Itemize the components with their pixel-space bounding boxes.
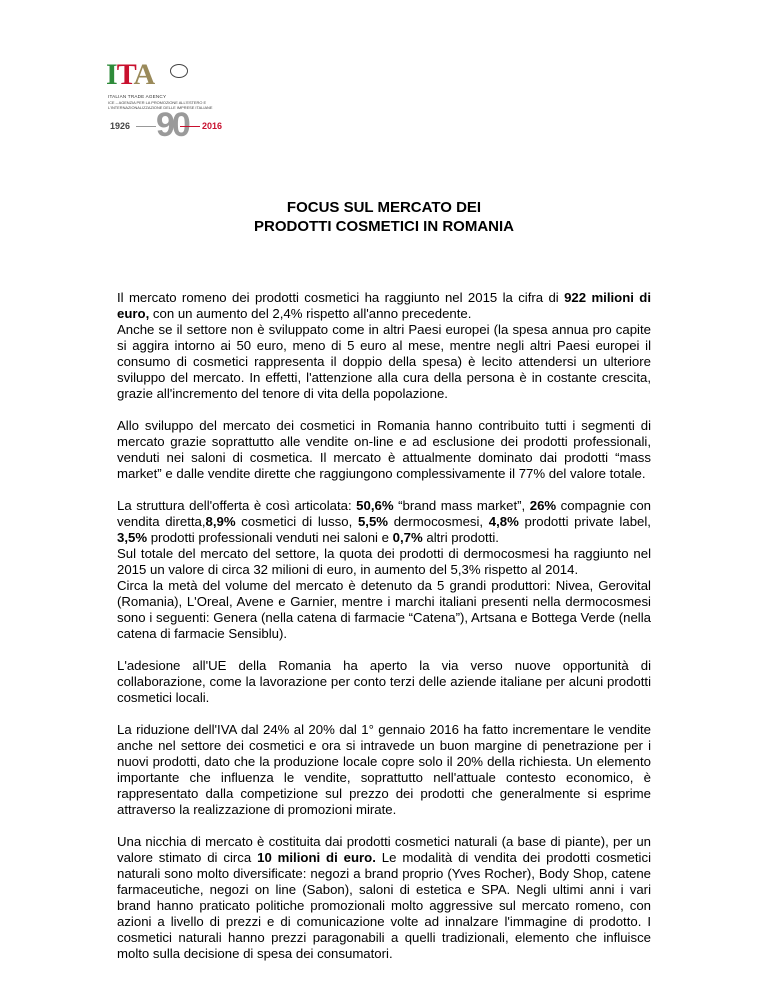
p1-text-c: con un aumento del 2,4% rispetto all'anno precedente. [149, 306, 472, 321]
paragraph-eu-accession: L'adesione all'UE della Romania ha aperto la via verso nuove opportunità di collaborazione, come la lavorazione per conto terzi delle aziende italiane per alcuni prodotti cosmetici locali. [117, 658, 651, 705]
paragraph-natural-cosmetics [117, 834, 651, 962]
p4-text-g: cosmetici di lusso, [235, 514, 358, 529]
logo-agency-name: ITALIAN TRADE AGENCY [108, 94, 167, 99]
p4-pct-direct-sales: 26% [529, 498, 557, 513]
p9-text-a: Una nicchia di mercato è costituita dai prodotti cosmetici naturali (a base di piante), per un valore stimato di circa [117, 834, 651, 865]
ita-logo [106, 58, 223, 144]
paragraph-offer-structure [117, 498, 651, 546]
p4-text-a: La struttura dell'offerta è così articolata: [117, 498, 357, 513]
logo-divider-right [180, 126, 200, 127]
logo-circle-icon [170, 64, 188, 78]
p4-text-o: altri prodotti. [422, 530, 499, 545]
p4-pct-mass-market: 50,6% [356, 498, 394, 513]
document-body [117, 290, 651, 978]
paragraph-market-segments: Allo sviluppo del mercato dei cosmetici in Romania hanno contribuito tutti i segmenti di mercato grazie soprattutto alle vendite on-line e ad esclusione dei prodotti professionali, venduti nei saloni di cosmetica. Il mercato è attualmente dominato dai prodotti “mass market” e dalle vendite dirette che raggiungono complessivamente il 77% del valore totale. [117, 418, 651, 481]
logo-year-start: 1926 [110, 121, 131, 131]
p4-pct-professional: 3,5% [117, 530, 148, 545]
paragraph-sector-development: Anche se il settore non è sviluppato come in altri Paesi europei (la spesa annua pro capite si aggira intorno ai 50 euro, meno di 5 euro al mese, mentre negli altri Paesi europei il consumo di cosmetici rappresenta il doppio della spesa) è lecito attendersi un ulteriore sviluppo del mercato. In effetti, l'attenzione alla cura della persona è in costante crescita, grazie all'incremento del tenore di vita della popolazione. [117, 322, 651, 401]
paragraph-vat-reduction: La riduzione dell'IVA dal 24% al 20% dal 1° gennaio 2016 ha fatto incrementare le vendite anche nel settore dei cosmetici e ora si intravede un buon margine di penetrazione per i nuovi prodotti, dato che la produzione locale copre solo il 20% della richiesta. Un elemento importante che influenza le vendite, soprattutto nell'attuale contesto economico, è rappresentato dalla competizione sul prezzo dei prodotti che generalmente si esprime attraverso la realizzazione di promozioni mirate. [117, 722, 651, 817]
p1-value-bold: 922 milioni di euro, [117, 290, 652, 321]
logo-anniversary-number: 90 [156, 106, 188, 144]
paragraph-producers: Circa la metà del volume del mercato è detenuto da 5 grandi produttori: Nivea, Gerovital (Romania), L'Oreal, Avene e Garnier, mentre i marchi italiani presenti nella dermocosmesi sono i seguenti: Genera (nella catena di farmacie “Catena”), Artsana e Bottega Verde (nella catena di farmacie Sensiblu). [117, 578, 651, 641]
p9-text-c: Le modalità di vendita dei prodotti cosmetici naturali sono molto diversificate: negozi a brand proprio (Yves Rocher), Body Shop, catene farmaceutiche, negozi on line (Sabon), saloni di estetica e SPA. Negli ultimi anni i vari brand hanno praticato politiche promozionali molto aggressive sul mercato romeno, con azioni a livello di prezzi e di comunicazione volte ad innalzare l'immagine di prodotto. I cosmetici naturali hanno prezzi paragonabili a quelli tradizionali, elemento che influisce molto sulla decisione di spesa dei consumatori. [117, 850, 651, 961]
logo-year-end: 2016 [202, 121, 223, 131]
p4-text-c: “brand mass market”, [393, 498, 530, 513]
logo-divider-left [136, 126, 156, 127]
p4-text-k: prodotti private label, [518, 514, 651, 529]
logo-letter-t: T [116, 58, 134, 91]
p1-text-a: Il mercato romeno dei prodotti cosmetici ha raggiunto nel 2015 la cifra di [117, 290, 565, 305]
p4-pct-dermo: 5,5% [357, 514, 389, 529]
p4-pct-other: 0,7% [392, 530, 423, 545]
document-title-line1: FOCUS SUL MERCATO DEI [286, 199, 482, 216]
p4-text-i: dermocosmesi, [388, 514, 489, 529]
p4-text-m: prodotti professionali venduti nei saloni e [147, 530, 393, 545]
document-title-line2: PRODOTTI COSMETICI IN ROMANIA [254, 218, 514, 235]
p4-pct-luxury: 8,9% [205, 514, 236, 529]
paragraph-dermocosmetics: Sul totale del mercato del settore, la quota dei prodotti di dermocosmesi ha raggiunto nel 2015 un valore di circa 32 milioni di euro, in aumento del 5,3% rispetto al 2014. [117, 546, 651, 577]
logo-letter-a: A [133, 58, 155, 91]
logo-ice-line1: ICE – AGENZIA PER LA PROMOZIONE ALL'ESTERO E [108, 100, 207, 105]
p4-pct-private-label: 4,8% [488, 514, 519, 529]
p4-text-e: compagnie con vendita diretta, [117, 498, 651, 529]
logo-wordmark [106, 60, 154, 90]
logo-letter-i: I [106, 58, 117, 91]
paragraph-market-size [117, 290, 651, 322]
p9-value-bold: 10 milioni di euro. [257, 850, 376, 865]
logo-ice-line2: L'INTERNAZIONALIZZAZIONE DELLE IMPRESE ITALIANE [108, 105, 213, 110]
